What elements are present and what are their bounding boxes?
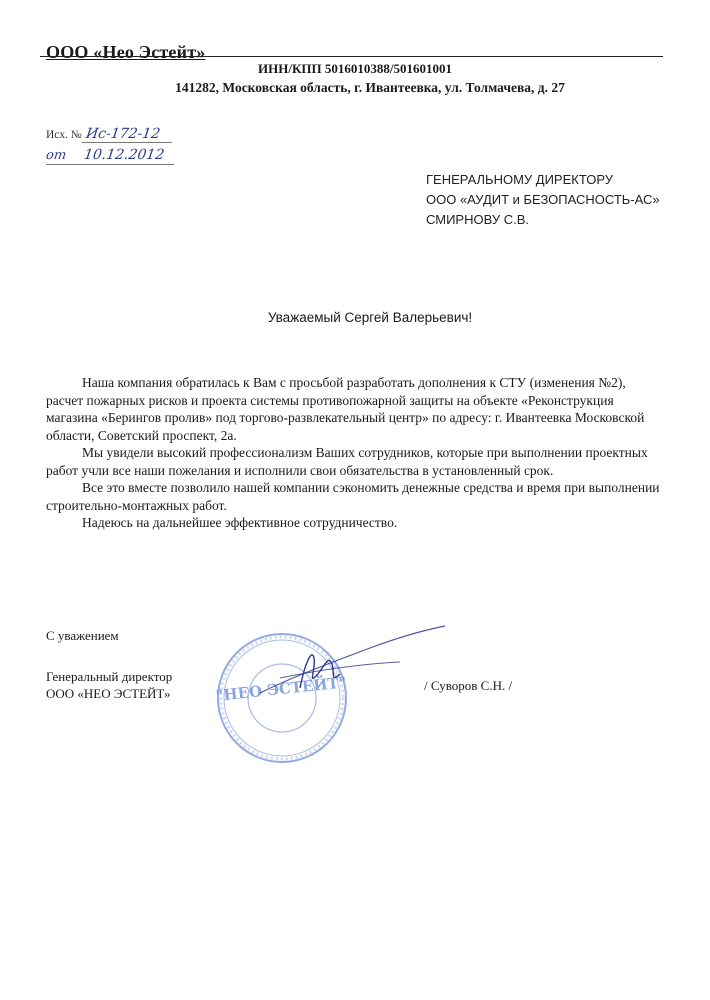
addressee-position: ГЕНЕРАЛЬНОМУ ДИРЕКТОРУ <box>426 172 613 187</box>
date-underline <box>46 164 174 165</box>
company-address: 141282, Московская область, г. Ивантеевка, ул. Толмачева, д. 27 <box>175 80 565 95</box>
outgoing-date-value: 10.12.2012 <box>83 147 166 163</box>
inn-kpp: ИНН/КПП 5016010388/501601001 <box>258 61 452 76</box>
body-paragraph-2: Мы увидели высокий профессионализм Ваших сотрудников, которые при выполнении проектных работ учли все наши пожелания и исполнили свои обязательства в установленный срок. <box>46 445 648 478</box>
body-paragraph-4: Надеюсь на дальнейшее эффективное сотрудничество. <box>82 515 398 530</box>
stamp-text: "НЕО ЭСТЕЙТ" <box>214 673 348 705</box>
outgoing-number-label: Исх. № <box>46 129 82 141</box>
outgoing-number-value: Ис-172-12 <box>84 126 161 142</box>
signer-title: Генеральный директор <box>46 669 173 684</box>
outgoing-number <box>46 125 160 143</box>
addressee-name: СМИРНОВУ С.В. <box>426 212 529 227</box>
letter-body <box>46 374 666 532</box>
signature <box>250 618 450 713</box>
company-name: ООО «Нео Эстейт» <box>46 42 206 62</box>
signer-name: / Суворов С.Н. / <box>424 678 513 693</box>
outgoing-date <box>46 146 164 164</box>
regards: С уважением <box>46 628 119 643</box>
signer-organization: ООО «НЕО ЭСТЕЙТ» <box>46 686 171 701</box>
number-underline <box>82 142 172 143</box>
addressee-block <box>426 170 660 230</box>
header-divider <box>40 56 663 57</box>
greeting: Уважаемый Сергей Валерьевич! <box>267 310 473 325</box>
body-paragraph-1: Наша компания обратилась к Вам с просьбой разработать дополнения к СТУ (изменения №2), расчет пожарных рисков и проекта системы противопожарной защиты на объекте «Реконструкция магазина «Берингов пролив» под торгово-развлекательный центр» по адресу: г. Ивантеевка Московской области, Советский проспект, 2а. <box>46 375 645 443</box>
body-paragraph-3: Все это вместе позволило нашей компании сэкономить денежные средства и время при выполнении строительно-монтажных работ. <box>46 480 660 513</box>
addressee-organization: ООО «АУДИТ и БЕЗОПАСНОСТЬ-АС» <box>426 192 660 207</box>
signer-block <box>46 668 172 702</box>
outgoing-date-label: от <box>44 148 68 163</box>
